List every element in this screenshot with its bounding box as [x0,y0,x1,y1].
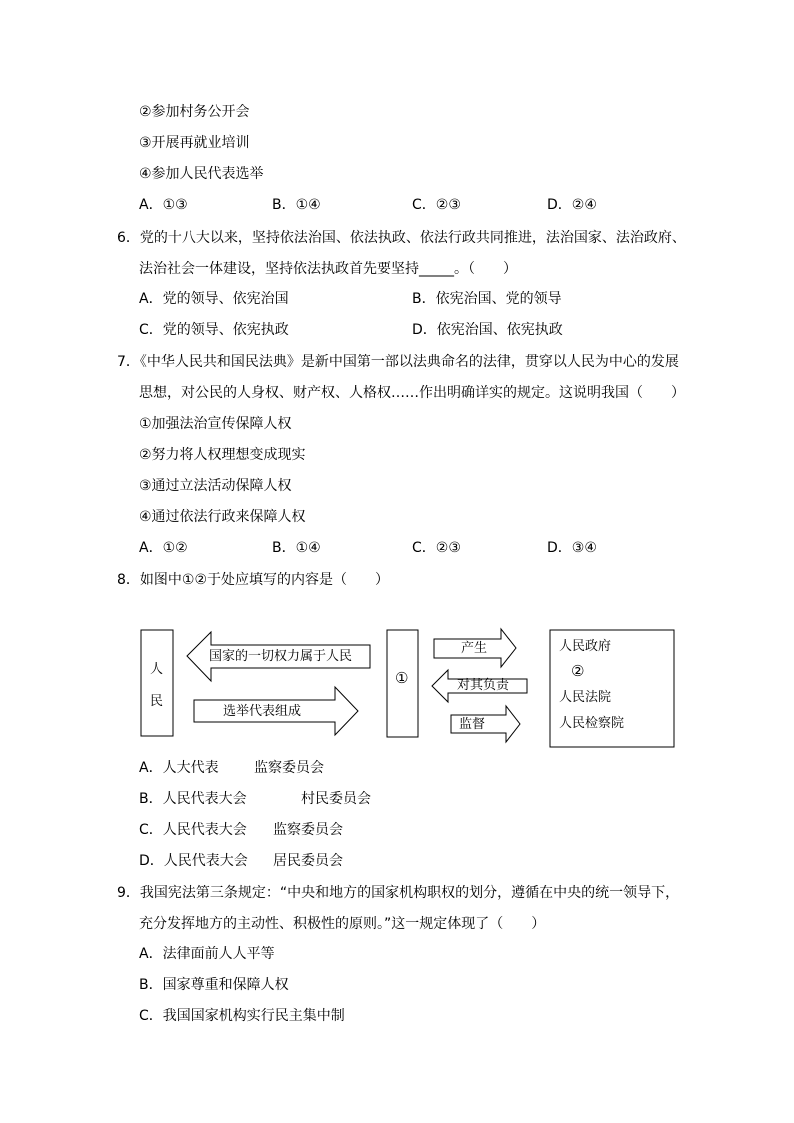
q5-option-d: D．②④ [547,197,597,213]
q8-option-d-second: 居民委员会 [273,853,343,869]
q5-option-b: B．①④ [272,197,321,213]
q6-stem-line1: 6．党的十八大以来，坚持依法治国、依法执政、依法行政共同推进，法治国家、法治政府、 [117,230,686,246]
organ-slot-2: ② [571,662,585,680]
q9-option-b: B．国家尊重和保障人权 [139,977,289,993]
q8-option-c-second: 监察委员会 [273,822,343,838]
supervise-label: 监督 [459,717,486,732]
q6-option-a: A．党的领导、依宪治国 [139,291,289,307]
q5-option-c: C．②③ [412,197,461,213]
q8-option-a: A．人大代表 [139,760,219,776]
q6-option-c: C．党的领导、依宪执政 [139,322,289,338]
people-char-2: 民 [150,694,164,709]
people-court: 人民法院 [559,690,612,705]
q9-stem-line2: 充分发挥地方的主动性、积极性的原则。”这一规定体现了（ ） [139,916,546,932]
arrow-top-label: 国家的一切权力属于人民 [209,649,353,664]
q9-option-c: C．我国国家机构实行民主集中制 [139,1008,345,1024]
people-procuratorate: 人民检察院 [559,716,625,731]
people-government: 人民政府 [559,639,612,654]
q5-item: ③开展再就业培训 [139,135,250,151]
q7-item: ①加强法治宣传保障人权 [139,416,292,432]
arrow-bottom-label: 选举代表组成 [223,704,302,719]
q5-option-a: A．①③ [139,197,188,213]
q8-option-b-second: 村民委员会 [301,791,371,807]
produce-label: 产生 [461,641,488,656]
q7-option-d: D．③④ [547,540,597,556]
q9-option-a: A．法律面前人人平等 [139,946,275,962]
q7-option-c: C．②③ [412,540,461,556]
q7-stem-line1: 7．《中华人民共和国民法典》是新中国第一部以法典命名的法律，贯穿以人民为中心的发展 [117,354,679,370]
q6-stem-line2: 法治社会一体建设，坚持依法执政首先要坚持_____。（ ） [139,261,517,277]
q7-option-b: B．①④ [272,540,321,556]
people-box [141,630,173,736]
q8-option-c: C．人民代表大会 [139,822,247,838]
q8-stem: 8．如图中①②于处应填写的内容是（ ） [117,572,390,588]
q7-item: ④通过依法行政来保障人权 [139,509,306,525]
q7-item: ③通过立法活动保障人权 [139,478,292,494]
center-slot-1: ① [395,669,409,687]
state-structure-diagram [139,620,679,752]
q5-item: ④参加人民代表选举 [139,166,264,182]
q6-option-d: D．依宪治国、依宪执政 [412,322,563,338]
q9-stem-line1: 9．我国宪法第三条规定：“中央和地方的国家机构职权的划分，遵循在中央的统一领导下， [117,885,680,901]
q7-stem-line2: 思想，对公民的人身权、财产权、人格权……作出明确详实的规定。这说明我国（ ） [139,385,685,401]
q8-option-b: B．人民代表大会 [139,791,247,807]
q8-option-d: D．人民代表大会 [139,853,248,869]
q5-item: ②参加村务公开会 [139,104,250,120]
people-char-1: 人 [150,662,164,677]
q6-option-b: B．依宪治国、党的领导 [412,291,562,307]
q7-item: ②努力将人权理想变成现实 [139,447,306,463]
q8-option-a-second: 监察委员会 [254,760,324,776]
q7-option-a: A．①② [139,540,188,556]
responsible-label: 对其负责 [457,678,510,693]
